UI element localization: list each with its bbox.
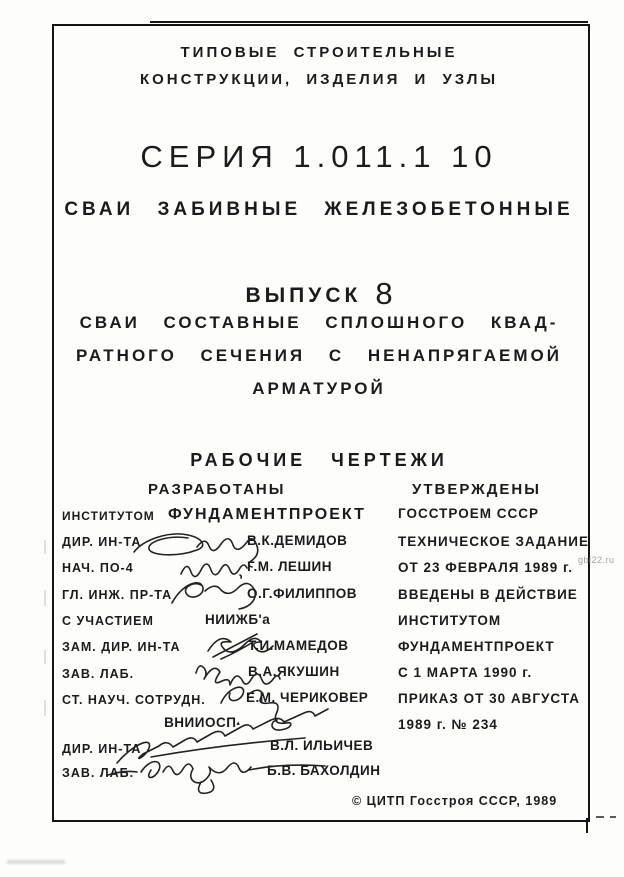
description-line-2: РАТНОГО СЕЧЕНИЯ С НЕНАПРЯГАЕМОЙ — [76, 346, 562, 365]
signatory-name: Б.В. БАХОЛДИН — [267, 763, 381, 778]
signatory-label: ДИР. ИН-ТА — [62, 742, 142, 756]
border-top-double-line — [150, 21, 588, 23]
site-watermark: gbi22.ru — [578, 555, 615, 565]
approved-line: ФУНДАМЕНТПРОЕКТ — [398, 639, 555, 654]
signatory-label: ГЛ. ИНЖ. ПР-ТА — [62, 588, 173, 602]
faint-watermark — [7, 860, 65, 864]
second-institute: ВНИИОСП — [164, 715, 237, 730]
bleed-mark — [44, 540, 46, 554]
participation-org: НИИЖБ'а — [205, 612, 271, 627]
copyright-line: © ЦИТП Госстроя СССР, 1989 — [352, 794, 558, 808]
border-bottom-dash-2 — [610, 816, 616, 818]
signatory-name: В.Л. ИЛЬИЧЕВ — [270, 738, 374, 753]
border-right-overhang — [586, 818, 588, 833]
issue-label: ВЫПУСК — [245, 284, 362, 307]
signatory-name: Г.М. ЛЕШИН — [247, 559, 332, 574]
series-title: СЕРИЯ 1.011.1 10 — [140, 139, 498, 174]
second-institute-line — [52, 714, 352, 732]
bleed-mark — [44, 650, 46, 664]
header-line-1: ТИПОВЫЕ СТРОИТЕЛЬНЫЕ — [180, 44, 458, 61]
drawings-title: РАБОЧИЕ ЧЕРТЕЖИ — [190, 450, 448, 470]
signatory-label: НАЧ. ПО-4 — [62, 561, 134, 575]
border-bottom-dash-1 — [596, 816, 604, 818]
approved-line: ВВЕДЕНЫ В ДЕЙСТВИЕ — [398, 587, 578, 602]
signatory-label: ЗАВ. ЛАБ. — [62, 766, 135, 780]
signatory-label: ЗАВ. ЛАБ. — [62, 667, 135, 681]
signatory-name: В.К.ДЕМИДОВ — [247, 533, 348, 548]
approved-line: ТЕХНИЧЕСКОЕ ЗАДАНИЕ — [398, 534, 589, 549]
signatory-label: СТ. НАУЧ. СОТРУДН. — [62, 693, 206, 707]
signatory-name: О.Г.ФИЛИППОВ — [247, 586, 358, 601]
subject-title: СВАИ ЗАБИВНЫЕ ЖЕЛЕЗОБЕТОННЫЕ — [64, 199, 574, 220]
bleed-mark — [44, 590, 46, 606]
footnote-marker-icon: ▴ — [236, 720, 240, 727]
bleed-mark — [44, 700, 46, 716]
approved-line: 1989 г. № 234 — [398, 717, 498, 732]
description-line-1: СВАИ СОСТАВНЫЕ СПЛОШНОГО КВАД- — [79, 313, 559, 332]
institute-name: ФУНДАМЕНТПРОЕКТ — [168, 506, 366, 523]
approved-line: С 1 МАРТА 1990 г. — [398, 665, 533, 680]
approved-line: ОТ 23 ФЕВРАЛЯ 1989 г. — [398, 560, 574, 575]
header-line-2: КОНСТРУКЦИИ, ИЗДЕЛИЯ И УЗЛЫ — [139, 71, 499, 88]
approved-heading: УТВЕРЖДЕНЫ — [412, 481, 541, 498]
institute-prefix: ИНСТИТУТОМ — [62, 509, 155, 523]
signatory-name: Т.И.МАМЕДОВ — [248, 638, 349, 653]
issue-number: 8 — [375, 276, 393, 311]
description-line-3: АРМАТУРОЙ — [252, 379, 386, 398]
signatory-label: ЗАМ. ДИР. ИН-ТА — [62, 640, 181, 654]
approved-line: ИНСТИТУТОМ — [398, 613, 502, 628]
approved-line: ПРИКАЗ ОТ 30 АВГУСТА — [398, 691, 580, 706]
participation-label: С УЧАСТИЕМ — [62, 614, 154, 628]
signatory-label: ДИР. ИН-ТА — [62, 535, 142, 549]
signatory-name: В.А.ЯКУШИН — [248, 664, 340, 679]
issue-line — [52, 276, 586, 312]
approved-org: ГОССТРОЕМ СССР — [398, 506, 539, 521]
signatory-name: Е.М. ЧЕРИКОВЕР — [246, 690, 369, 705]
developed-heading: РАЗРАБОТАНЫ — [148, 481, 286, 498]
